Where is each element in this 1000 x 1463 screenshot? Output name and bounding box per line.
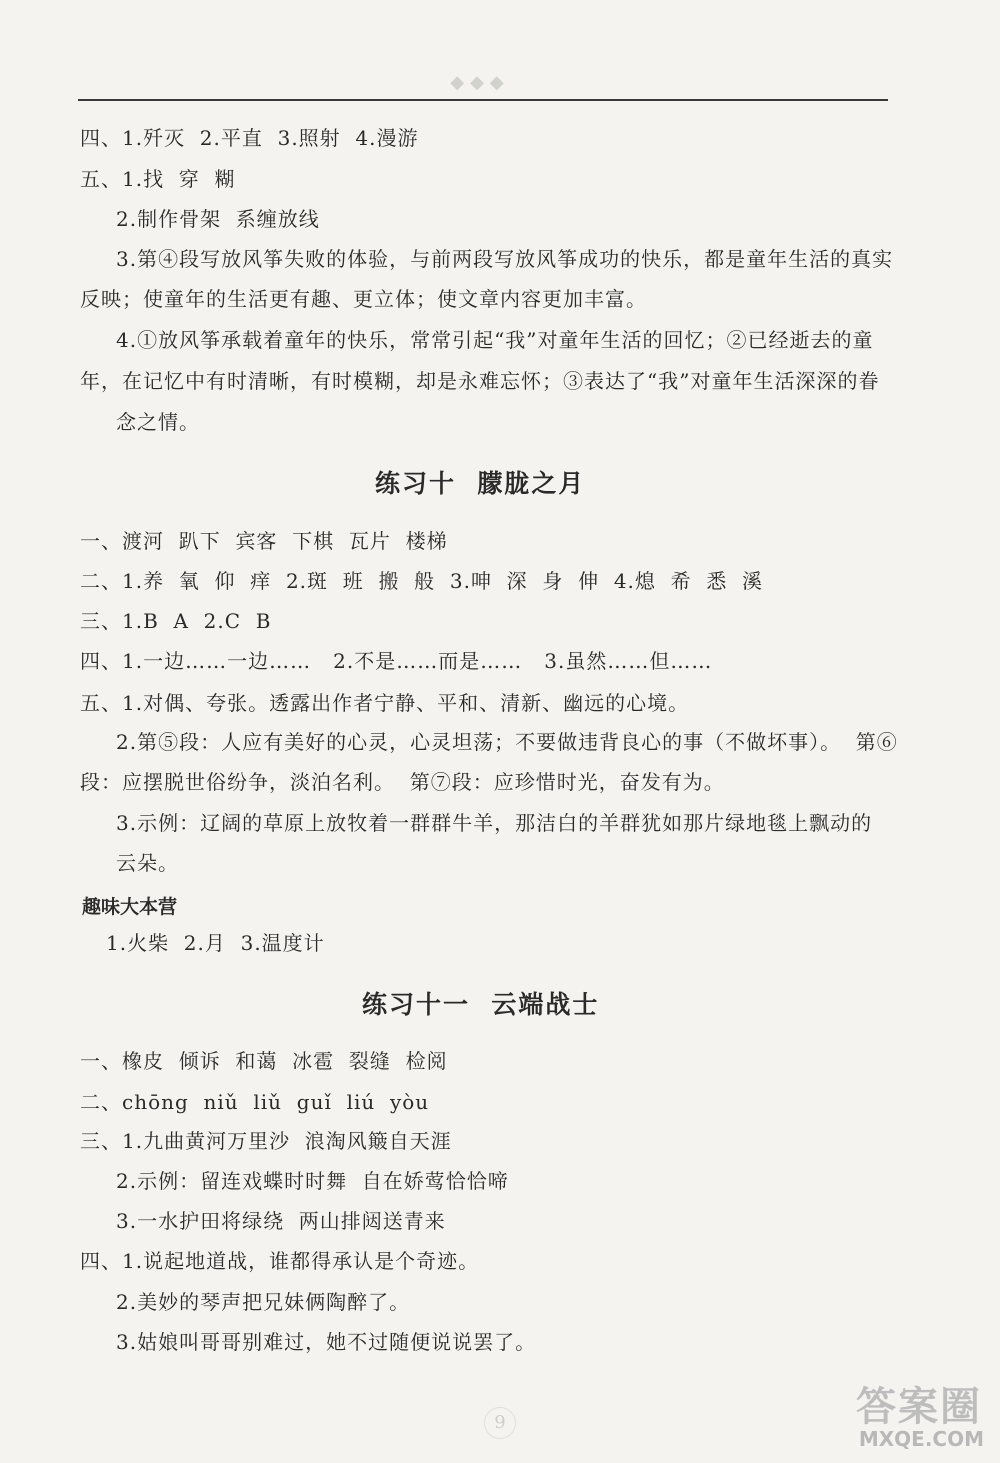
answer-line: 3.示例：辽阔的草原上放牧着一群群牛羊，那洁白的羊群犹如那片绿地毯上飘动的 [116, 811, 873, 835]
answer-line: 2.美妙的琴声把兄妹俩陶醉了。 [116, 1290, 411, 1314]
answer-line: 三、1.B A 2.C B [80, 609, 272, 633]
answer-line: 四、1.歼灭 2.平直 3.照射 4.漫游 [80, 126, 419, 150]
answer-line: 四、1.说起地道战，谁都得承认是个奇迹。 [80, 1249, 480, 1273]
header-rule [78, 99, 888, 101]
answer-line: 反映；使童年的生活更有趣、更立体；使文章内容更加丰富。 [80, 287, 647, 311]
answer-line: 二、1.养 氧 仰 痒 2.斑 班 搬 般 3.呻 深 身 伸 4.熄 希 悉 溪 [80, 569, 764, 593]
answer-line: 2.第⑤段：人应有美好的心灵，心灵坦荡；不要做违背良心的事（不做坏事）。 第⑥ [116, 730, 898, 754]
answer-line: 3.姑娘叫哥哥别难过，她不过随便说说罢了。 [116, 1330, 537, 1354]
answer-line: 一、橡皮 倾诉 和蔼 冰雹 裂缝 检阅 [80, 1049, 448, 1073]
header-decoration: ◆◆◆ [450, 72, 510, 93]
answer-line: 4.①放风筝承载着童年的快乐，常常引起“我”对童年生活的回忆；②已经逝去的童 [116, 328, 874, 352]
watermark-url: MXQE.COM [858, 1427, 984, 1451]
watermark-text: 答案圈 [856, 1384, 982, 1430]
answer-line: 二、chōng niǔ liǔ guǐ liú yòu [80, 1090, 430, 1114]
answer-line: 2.制作骨架 系缠放线 [116, 207, 320, 231]
section-title: 练习十一 云端战士 [362, 990, 600, 1019]
watermark-logo [838, 1375, 988, 1453]
answer-line: 1.火柴 2.月 3.温度计 [106, 931, 325, 955]
answer-line: 五、1.找 穿 糊 [80, 167, 236, 191]
answer-line: 2.示例：留连戏蝶时时舞 自在娇莺恰恰啼 [116, 1169, 509, 1193]
answer-line: 念之情。 [116, 410, 200, 434]
page-number: 9 [484, 1407, 516, 1439]
answer-line: 五、1.对偶、夸张。透露出作者宁静、平和、清新、幽远的心境。 [80, 691, 690, 715]
answer-line: 年，在记忆中有时清晰，有时模糊，却是永难忘怀；③表达了“我”对童年生活深深的眷 [80, 369, 880, 393]
section-title: 练习十 朦胧之月 [375, 469, 586, 498]
subsection-heading: 趣味大本营 [82, 896, 178, 918]
answer-line: 段：应摆脱世俗纷争，淡泊名利。 第⑦段：应珍惜时光，奋发有为。 [80, 770, 725, 794]
answer-line: 3.一水护田将绿绕 两山排闼送青来 [116, 1209, 446, 1233]
answer-line: 三、1.九曲黄河万里沙 浪淘风簸自天涯 [80, 1129, 452, 1153]
answer-line: 3.第④段写放风筝失败的体验，与前两段写放风筝成功的快乐，都是童年生活的真实 [116, 247, 894, 271]
answer-line: 一、渡河 趴下 宾客 下棋 瓦片 楼梯 [80, 529, 448, 553]
answer-line: 四、1.一边……一边…… 2.不是……而是…… 3.虽然……但…… [80, 649, 713, 673]
answer-line: 云朵。 [116, 851, 179, 875]
